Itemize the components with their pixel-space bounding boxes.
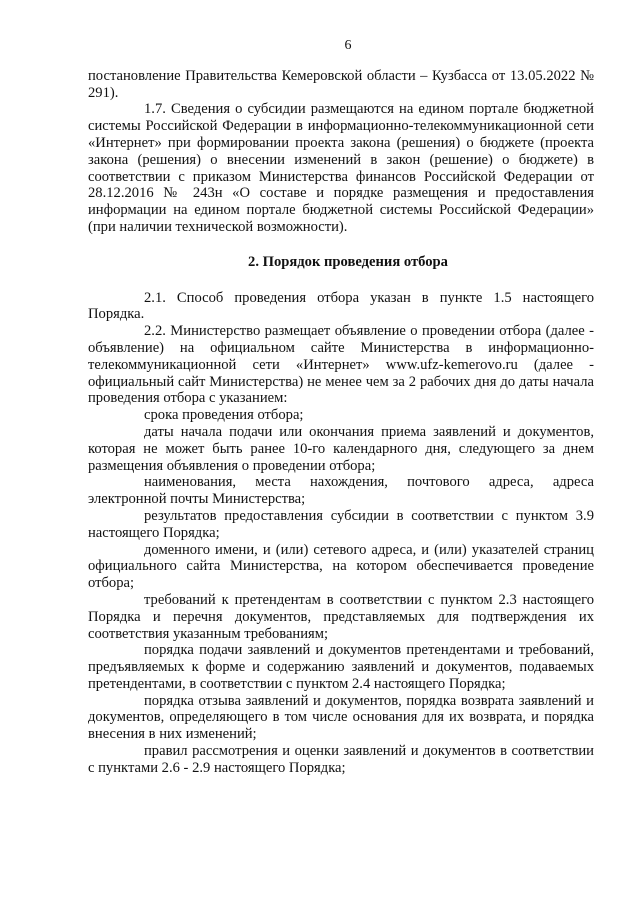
section-heading: 2. Порядок проведения отбора (248, 253, 448, 270)
page-number: 6 (344, 38, 352, 53)
list-item: порядка подачи заявлений и документов претендентами и требований, предъявляемых к форме и содержанию заявлений и документов, подаваемых претендентами, в соответствии с пунктом 2.4 настоящего Порядка; (88, 642, 594, 692)
paragraph: 2.2. Министерство размещает объявление о проведении отбора (далее - объявление) на официальном сайте Министерства в информационно-телекоммуникационной сети «Интернет» www.ufz-kemerovo.ru (далее - официальный сайт Министерства) не менее чем за 2 рабочих дня до даты начала проведения отбора с указанием: (88, 323, 594, 407)
paragraph: 1.7. Сведения о субсидии размещаются на едином портале бюджетной системы Российской Федерации в информационно-телекоммуникационной сети «Интернет» при формировании проекта закона (решения) о бюджете (проекта закона (решения) о внесении изменений в закон (решение) о бюджете) в соответствии с приказом Министерства финансов Российской Федерации от 28.12.2016 № 243н «О составе и порядке размещения и предоставления информации на едином портале бюджетной системы Российской Федерации» (при наличии технической возможности). (88, 101, 594, 235)
list-item: срока проведения отбора; (144, 407, 304, 424)
list-item: наименования, места нахождения, почтового адреса, адреса электронной почты Министерства; (88, 474, 594, 508)
paragraph: 2.1. Способ проведения отбора указан в пункте 1.5 настоящего Порядка. (88, 289, 594, 323)
paragraphs-before (88, 68, 594, 236)
document-page (88, 38, 594, 777)
list-item: требований к претендентам в соответствии с пунктом 2.3 настоящего Порядка и перечня документов, представляемых для подтверждения их соответствия указанным требованиям; (88, 591, 594, 642)
list-item: правил рассмотрения и оценки заявлений и документов в соответствии с пунктами 2.6 - 2.9 настоящего Порядка; (88, 743, 594, 776)
paragraph: постановление Правительства Кемеровской области – Кузбасса от 13.05.2022 № 291). (88, 67, 594, 101)
list-item: доменного имени, и (или) сетевого адреса, и (или) указателей страниц официального сайта Министерства, на котором обеспечивается проведение отбора; (88, 541, 594, 592)
list-item: даты начала подачи или окончания приема заявлений и документов, которая не может быть ранее 10-го календарного дня, следующего за днем размещения объявления о проведении отбора; (88, 423, 594, 474)
paragraphs-after (88, 290, 594, 777)
list-item: порядка отзыва заявлений и документов, порядка возврата заявлений и документов, определяющего в том числе основания для их возврата, и порядка внесения в них изменений; (88, 692, 594, 743)
list-item: результатов предоставления субсидии в соответствии с пунктом 3.9 настоящего Порядка; (88, 507, 594, 541)
